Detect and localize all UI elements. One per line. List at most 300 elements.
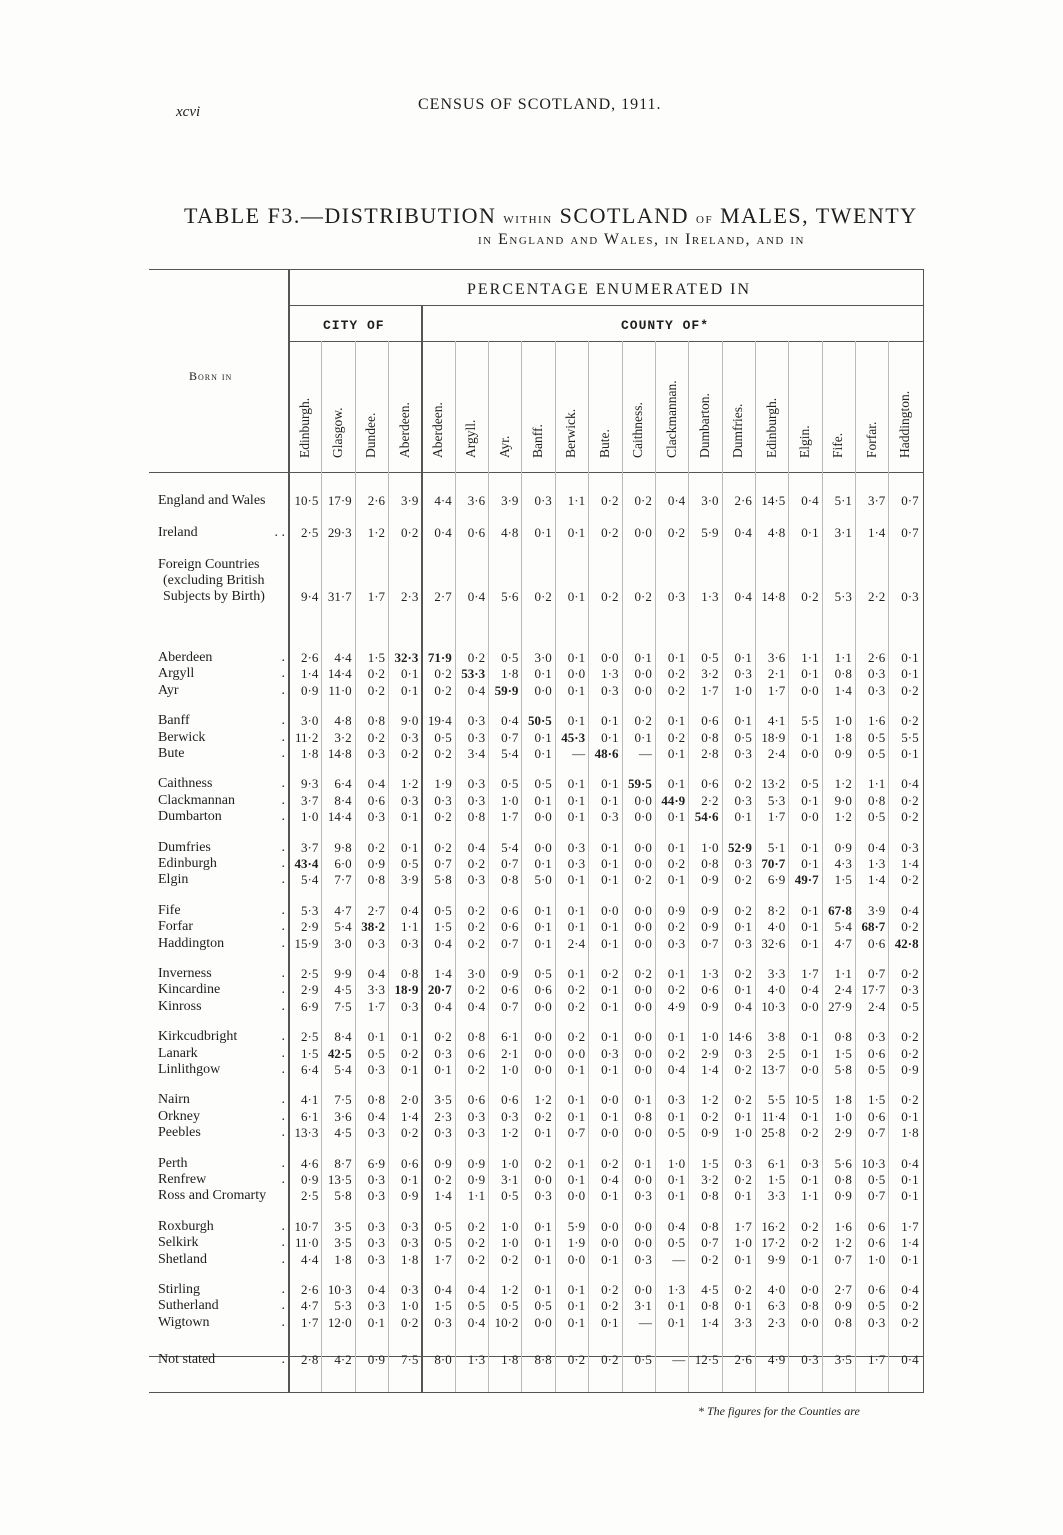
leader-dots: . [281,1282,285,1297]
table-cell: 0·3 [734,792,752,808]
leader-dots: . [281,746,285,761]
table-cell: 3·1 [834,525,852,540]
table-cell: 0·3 [367,1251,386,1267]
table-cell: 0·1 [567,1298,586,1314]
table-cell: 0·0 [634,856,652,871]
table-cell: 0·3 [467,792,486,808]
table-cell: 0·1 [667,1314,686,1330]
table-cell: 0·9 [701,919,719,935]
table-cell: 0·3 [501,1108,519,1124]
table-cell: 19·4 [427,713,452,729]
table-cell: 1·1 [801,1188,819,1204]
table-cell: 0·0 [634,682,652,698]
title-part3: MALES, TWENTY [720,203,918,228]
table-cell: 0·1 [801,666,819,682]
row-label: Ayr [158,682,179,698]
table-cell: 0·1 [801,919,819,935]
table-cell: 0·2 [467,902,486,918]
table-cell: 0·5 [501,1298,519,1314]
table-cell: 0·8 [467,809,486,825]
table-cell: 0·1 [534,1218,552,1234]
table-cell: 6·4 [334,776,352,792]
row-label: Aberdeen [158,650,213,665]
table-cell: 0·3 [467,1125,486,1141]
table-cell: 0·2 [734,1172,752,1187]
table-cell: 10·5 [794,1092,819,1108]
table-cell: 0·2 [601,589,619,604]
leader-dots: . [281,1029,285,1045]
leader-dots: . [281,1108,285,1124]
table-cell: 0·5 [501,776,519,792]
table-cell: 8·0 [434,1352,452,1367]
table-cell: 3·5 [434,1092,452,1108]
table-cell: 0·3 [467,729,486,745]
table-cell: 2·9 [701,1045,719,1061]
table-cell: 0·4 [734,998,752,1014]
table-cell: 0·0 [534,1045,552,1061]
table-cell: 0·2 [734,1062,752,1077]
leader-dots: . [281,650,285,665]
table-cell: 1·8 [834,729,852,745]
table-cell: 0·1 [567,1155,586,1171]
table-cell: 0·1 [667,713,686,729]
table-cell: 4·4 [334,650,352,665]
table-cell: 0·2 [734,902,752,918]
table-cell: 3·0 [701,493,719,508]
table-cell: 1·7 [434,1251,452,1267]
table-cell: 2·6 [301,650,319,665]
table-cell: 0·7 [901,493,919,508]
table-cell: 0·2 [367,839,386,855]
table-cell: 0·1 [534,729,552,745]
table-cell: 1·5 [767,1172,786,1187]
table-cell: 2·9 [301,919,319,935]
table-cell: 0·5 [667,1125,686,1141]
table-cell: 0·4 [901,1352,919,1367]
table-cell: 0·2 [901,682,919,698]
column-header: Berwick. [563,408,579,458]
table-cell: 0·1 [667,1029,686,1045]
table-cell: 0·4 [467,839,486,855]
table-cell: 0·5 [367,1045,386,1061]
table-cell: 0·1 [667,966,686,981]
table-cell: 3·1 [501,1172,519,1187]
table-cell: 0·2 [534,1155,552,1171]
table-cell: 0·2 [534,1108,552,1124]
row-label: Nairn [158,1092,190,1108]
table-cell: 0·4 [434,525,452,540]
table-cell: 1·0 [501,1155,519,1171]
table-cell: 10·7 [294,1218,319,1234]
leader-dots: . [281,792,285,808]
table-cell: 0·3 [734,856,752,871]
table-cell: — [638,1314,652,1330]
table-cell: 0·1 [801,902,819,918]
leader-dots: . [281,1172,285,1187]
table-cell: 0·9 [701,902,719,918]
table-cell: 0·0 [634,902,652,918]
table-cell: 5·6 [501,589,519,604]
table-cell: 5·4 [501,746,519,761]
table-cell: 3·8 [767,1029,786,1045]
table-cell: 1·4 [901,856,919,871]
table-cell: 0·2 [367,729,386,745]
table-cell: 0·1 [734,809,752,825]
table-cell: 0·1 [567,1092,586,1108]
table-cell: 0·1 [667,872,686,888]
table-cell: 1·7 [767,682,786,698]
table-cell: 14·4 [327,809,352,825]
table-cell: 0·2 [467,919,486,935]
table-cell: — [672,1352,686,1367]
table-cell: 1·4 [701,1062,719,1077]
table-cell: 2·7 [434,589,452,604]
table-cell: 0·4 [467,1282,486,1297]
leader-dots: . [281,982,285,998]
table-cell: 0·9 [901,1062,919,1077]
table-cell: 0·3 [467,872,486,888]
table-cell: 0·1 [667,776,686,792]
table-cell: 4·4 [301,1251,319,1267]
table-cell: 0·2 [667,856,686,871]
table-cell: 1·8 [334,1251,352,1267]
table-cell: 14·8 [761,589,786,604]
table-cell: 0·3 [434,1314,452,1330]
table-cell: 0·2 [901,1314,919,1330]
table-cell: 5·5 [901,729,919,745]
table-cell: 0·8 [701,1188,719,1204]
leader-dots: . [281,729,285,745]
row-label: Linlithgow [158,1062,221,1077]
table-cell: 0·4 [667,493,686,508]
table-cell: 1·0 [401,1298,419,1314]
table-cell: 6·9 [367,1155,386,1171]
table-cell: 5·3 [301,902,319,918]
table-cell: 0·5 [867,809,886,825]
table-cell: 0·3 [401,1282,419,1297]
table-cell: 1·0 [501,1235,519,1251]
table-cell: 17·7 [861,982,886,998]
table-cell: 1·4 [867,525,886,540]
table-cell: 0·1 [601,919,619,935]
table-cell: 1·4 [901,1235,919,1251]
table-cell: 0·1 [534,666,552,682]
table-cell: 1·2 [834,776,852,792]
table-cell: 5·4 [334,919,352,935]
table-cell: 5·5 [801,713,819,729]
table-cell: 0·1 [634,1155,652,1171]
table-cell: 0·1 [801,525,819,540]
table-rule [923,269,924,1392]
table-cell: 1·0 [501,1062,519,1077]
table-cell: 0·1 [601,872,619,888]
table-cell: 32·3 [394,650,419,665]
table-cell: 5·3 [834,589,852,604]
table-cell: 0·3 [467,1108,486,1124]
table-cell: 0·0 [634,1282,652,1297]
table-cell: 2·5 [301,525,319,540]
table-cell: 2·1 [767,666,786,682]
table-cell: 50·5 [527,713,552,729]
table-cell: 0·8 [701,729,719,745]
table-cell: 4·3 [834,856,852,871]
table-cell: 1·0 [501,1218,519,1234]
table-cell: 3·9 [401,872,419,888]
table-cell: 0·5 [534,776,552,792]
table-cell: 1·8 [901,1125,919,1141]
table-cell: 0·2 [601,966,619,981]
table-cell: 0·0 [601,902,619,918]
table-cell: 0·8 [834,1029,852,1045]
table-cell: 0·2 [601,1298,619,1314]
table-cell: 0·1 [601,998,619,1014]
table-cell: 1·4 [301,666,319,682]
table-cell: 0·9 [701,998,719,1014]
table-cell: 0·8 [401,966,419,981]
table-cell: 0·1 [434,1062,452,1077]
table-cell: 9·4 [301,589,319,604]
table-cell: 6·4 [301,1062,319,1077]
leader-dots: . [281,856,285,871]
table-cell: 0·5 [401,856,419,871]
table-cell: 4·8 [501,525,519,540]
leader-dots: . [281,666,285,682]
table-cell: 2·6 [367,493,386,508]
leader-dots: . [281,966,285,981]
table-cell: 0·2 [667,525,686,540]
table-cell: 0·1 [601,839,619,855]
table-cell: 0·5 [501,650,519,665]
table-cell: 0·1 [801,856,819,871]
table-cell: 0·4 [434,935,452,951]
table-cell: 1·4 [834,682,852,698]
table-cell: 0·8 [834,666,852,682]
table-cell: 5·3 [767,792,786,808]
table-cell: 0·1 [567,650,586,665]
table-cell: 0·1 [734,982,752,998]
row-label: Argyll [158,666,195,682]
table-cell: 67·8 [828,902,852,918]
table-cell: 16·2 [761,1218,786,1234]
leader-dots: . [281,919,285,935]
column-header: Glasgow. [330,407,346,458]
table-cell: 0·0 [801,746,819,761]
table-cell: 1·1 [867,776,886,792]
leader-dots: . [281,776,285,792]
table-cell: 29·3 [327,525,352,540]
table-rule [149,472,924,473]
table-cell: 0·1 [567,1108,586,1124]
table-cell: 0·2 [434,809,452,825]
table-cell: 1·6 [867,713,886,729]
table-cell: 0·9 [301,682,319,698]
table-cell: 1·3 [467,1352,486,1367]
column-header: Dundee. [363,412,379,458]
row-label: Stirling [158,1282,201,1297]
table-cell: 0·2 [367,682,386,698]
percentage-header: PERCENTAGE ENUMERATED IN [467,281,752,298]
table-cell: 11·0 [328,682,352,698]
table-cell: 0·0 [601,650,619,665]
table-cell: 0·3 [801,1352,819,1367]
table-cell: 1·0 [301,809,319,825]
table-cell: 0·1 [567,1172,586,1187]
table-cell: 1·4 [434,966,452,981]
table-cell: 2·0 [401,1092,419,1108]
table-cell: 0·1 [567,713,586,729]
table-cell: 0·3 [401,1218,419,1234]
table-cell: 0·1 [534,1251,552,1267]
table-cell: 15·9 [294,935,319,951]
table-cell: 0·7 [834,1251,852,1267]
table-cell: 0·5 [501,1188,519,1204]
table-cell: 0·1 [534,1125,552,1141]
table-cell: 0·2 [601,493,619,508]
table-cell: 2·7 [834,1282,852,1297]
table-cell: 42·5 [327,1045,352,1061]
leader-dots: . [281,713,285,729]
table-cell: 0·1 [401,809,419,825]
page-number: xcvi [176,104,201,120]
table-cell: 4·5 [701,1282,719,1297]
table-cell: 13·7 [761,1062,786,1077]
table-cell: — [672,1251,686,1267]
table-cell: 0·3 [667,1092,686,1108]
table-cell: 0·2 [801,589,819,604]
table-cell: 0·2 [567,982,586,998]
table-cell: 4·6 [301,1155,319,1171]
table-cell: 0·2 [601,1352,619,1367]
table-cell: 0·3 [434,792,452,808]
table-cell: 3·0 [334,935,352,951]
table-cell: 0·1 [534,1235,552,1251]
table-cell: 0·4 [467,682,486,698]
table-cell: 4·0 [767,1282,786,1297]
table-cell: 0·6 [467,525,486,540]
table-cell: 0·1 [567,1314,586,1330]
table-cell: 3·7 [867,493,886,508]
table-cell: 2·4 [567,935,586,951]
table-cell: 1·7 [501,809,519,825]
table-cell: 1·2 [501,1282,519,1297]
table-cell: 0·2 [401,525,419,540]
table-cell: 0·9 [701,1125,719,1141]
table-cell: 0·2 [567,1352,586,1367]
table-cell: 0·4 [601,1172,619,1187]
table-cell: 5·5 [767,1092,786,1108]
table-cell: 0·1 [567,589,586,604]
table-cell: 0·5 [801,776,819,792]
table-cell: — [572,746,586,761]
table-cell: 0·2 [901,713,919,729]
column-header: Clackmannan. [663,380,679,458]
table-cell: 0·4 [434,998,452,1014]
table-cell: 0·3 [601,682,619,698]
table-cell: 0·9 [467,1155,486,1171]
table-cell: 1·0 [501,792,519,808]
row-label: Banff [158,713,190,729]
table-cell: 0·2 [734,966,752,981]
table-cell: 0·2 [601,1155,619,1171]
table-cell: 0·3 [534,1188,552,1204]
leader-dots: . [281,1314,285,1330]
table-cell: 1·1 [834,966,852,981]
table-cell: 0·0 [634,1029,652,1045]
table-cell: 0·1 [601,1062,619,1077]
table-cell: 0·1 [534,902,552,918]
table-cell: 0·1 [401,1062,419,1077]
table-cell: 1·8 [401,1251,419,1267]
table-cell: 0·7 [867,966,886,981]
table-cell: 5·8 [834,1062,852,1077]
table-cell: 9·3 [301,776,319,792]
table-cell: 0·2 [501,1251,519,1267]
row-label: Renfrew [158,1172,207,1187]
leader-dots: . [281,935,285,951]
table-cell: 0·1 [901,666,919,682]
table-cell: 1·4 [434,1188,452,1204]
table-cell: 3·3 [367,982,386,998]
table-cell: 1·5 [834,872,852,888]
table-cell: 0·3 [401,729,419,745]
table-cell: 8·7 [334,1155,352,1171]
row-label: Foreign Countries [158,557,260,572]
table-cell: 0·4 [667,1062,686,1077]
table-cell: 0·6 [501,982,519,998]
city-of-header: CITY OF [323,318,385,333]
table-cell: 0·2 [901,1092,919,1108]
table-cell: 0·4 [734,525,752,540]
table-cell: 0·1 [901,1251,919,1267]
table-cell: 0·1 [801,1045,819,1061]
table-cell: 9·9 [767,1251,786,1267]
table-cell: 0·3 [367,1218,386,1234]
table-cell: 0·1 [634,729,652,745]
table-cell: 7·5 [334,1092,352,1108]
table-cell: 0·8 [701,1218,719,1234]
table-cell: 0·4 [467,589,486,604]
table-cell: 0·1 [567,1282,586,1297]
row-label: Perth [158,1155,188,1171]
table-cell: 5·3 [334,1298,352,1314]
table-cell: 0·3 [634,1251,652,1267]
table-cell: 1·0 [701,839,719,855]
row-label: Orkney [158,1108,200,1124]
table-cell: 10·5 [294,493,319,508]
table-cell: 0·0 [801,809,819,825]
row-label: England and Wales [158,493,266,508]
table-cell: 1·8 [834,1092,852,1108]
table-cell: 14·4 [327,666,352,682]
table-cell: 1·0 [867,1251,886,1267]
leader-dots: . [281,1298,285,1314]
table-cell: 0·5 [434,729,452,745]
table-cell: 4·4 [434,493,452,508]
table-cell: 0·0 [801,1062,819,1077]
table-cell: 0·2 [801,1125,819,1141]
table-cell: 70·7 [761,856,786,871]
table-cell: 0·1 [601,1314,619,1330]
table-cell: 0·1 [601,1251,619,1267]
table-cell: 1·5 [834,1045,852,1061]
table-cell: 5·6 [834,1155,852,1171]
table-cell: 13·5 [327,1172,352,1187]
table-cell: 12·0 [327,1314,352,1330]
table-cell: 5·4 [301,872,319,888]
table-cell: 0·0 [601,1125,619,1141]
table-cell: 0·0 [601,1218,619,1234]
table-cell: 4·0 [767,919,786,935]
